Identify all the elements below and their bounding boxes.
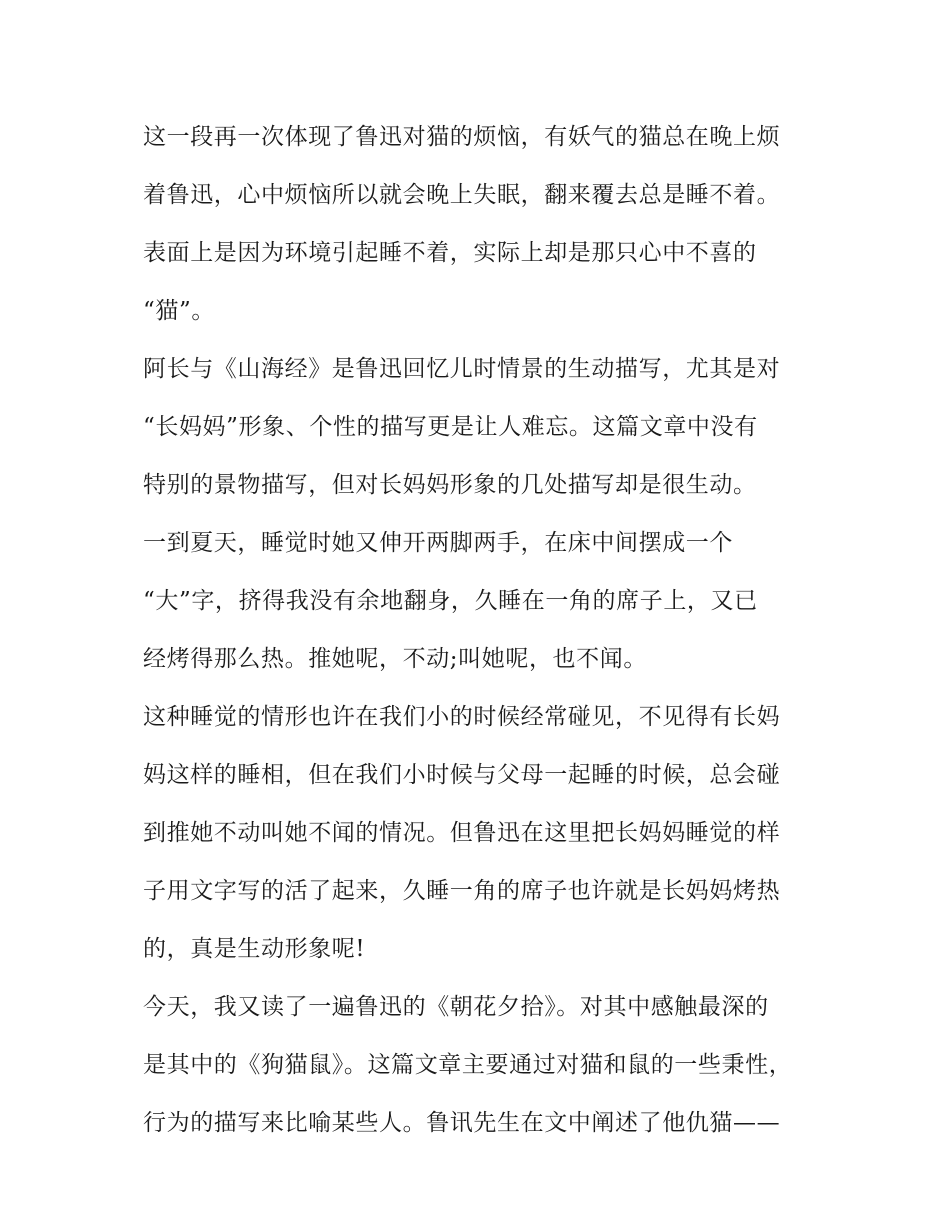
text-line: 表面上是因为环境引起睡不着，实际上却是那只心中不喜的 xyxy=(143,240,757,266)
text-line: 今天，我又读了一遍鲁迅的《朝花夕拾》。对其中感触最深的 xyxy=(143,994,769,1020)
text-line: “长妈妈”形象、个性的描写更是让人难忘。这篇文章中没有 xyxy=(143,414,758,440)
text-line: 子用文字写的活了起来，久睡一角的席子也许就是长妈妈烤热 xyxy=(143,878,781,904)
text-line: 着鲁迅，心中烦恼所以就会晚上失眠，翻来覆去总是睡不着。 xyxy=(143,182,781,208)
text-line: 特别的景物描写，但对长妈妈形象的几处描写却是很生动。 xyxy=(143,472,757,498)
text-line: 一到夏天，睡觉时她又伸开两脚两手，在床中间摆成一个 xyxy=(143,530,733,556)
text-line: “猫”。 xyxy=(143,298,215,324)
text-line: 阿长与《山海经》是鲁迅回忆儿时情景的生动描写，尤其是对 xyxy=(143,356,781,382)
text-line: 这一段再一次体现了鲁迅对猫的烦恼，有妖气的猫总在晚上烦 xyxy=(143,124,781,150)
text-line: 是其中的《狗猫鼠》。这篇文章主要通过对猫和鼠的一些秉性， xyxy=(143,1052,793,1078)
text-line: 这种睡觉的情形也许在我们小的时候经常碰见，不见得有长妈 xyxy=(143,704,781,730)
text-line: 到推她不动叫她不闻的情况。但鲁迅在这里把长妈妈睡觉的样 xyxy=(143,820,781,846)
text-line: 的，真是生动形象呢! xyxy=(143,936,366,962)
body-text xyxy=(143,108,843,1152)
text-line: 经烤得那么热。推她呢，不动;叫她呢，也不闻。 xyxy=(143,646,647,672)
text-line: “大”字，挤得我没有余地翻身，久睡在一角的席子上，又已 xyxy=(143,588,758,614)
text-line: 行为的描写来比喻某些人。鲁讯先生在文中阐述了他仇猫—— xyxy=(143,1110,781,1136)
text-line: 妈这样的睡相，但在我们小时候与父母一起睡的时候，总会碰 xyxy=(143,762,781,788)
